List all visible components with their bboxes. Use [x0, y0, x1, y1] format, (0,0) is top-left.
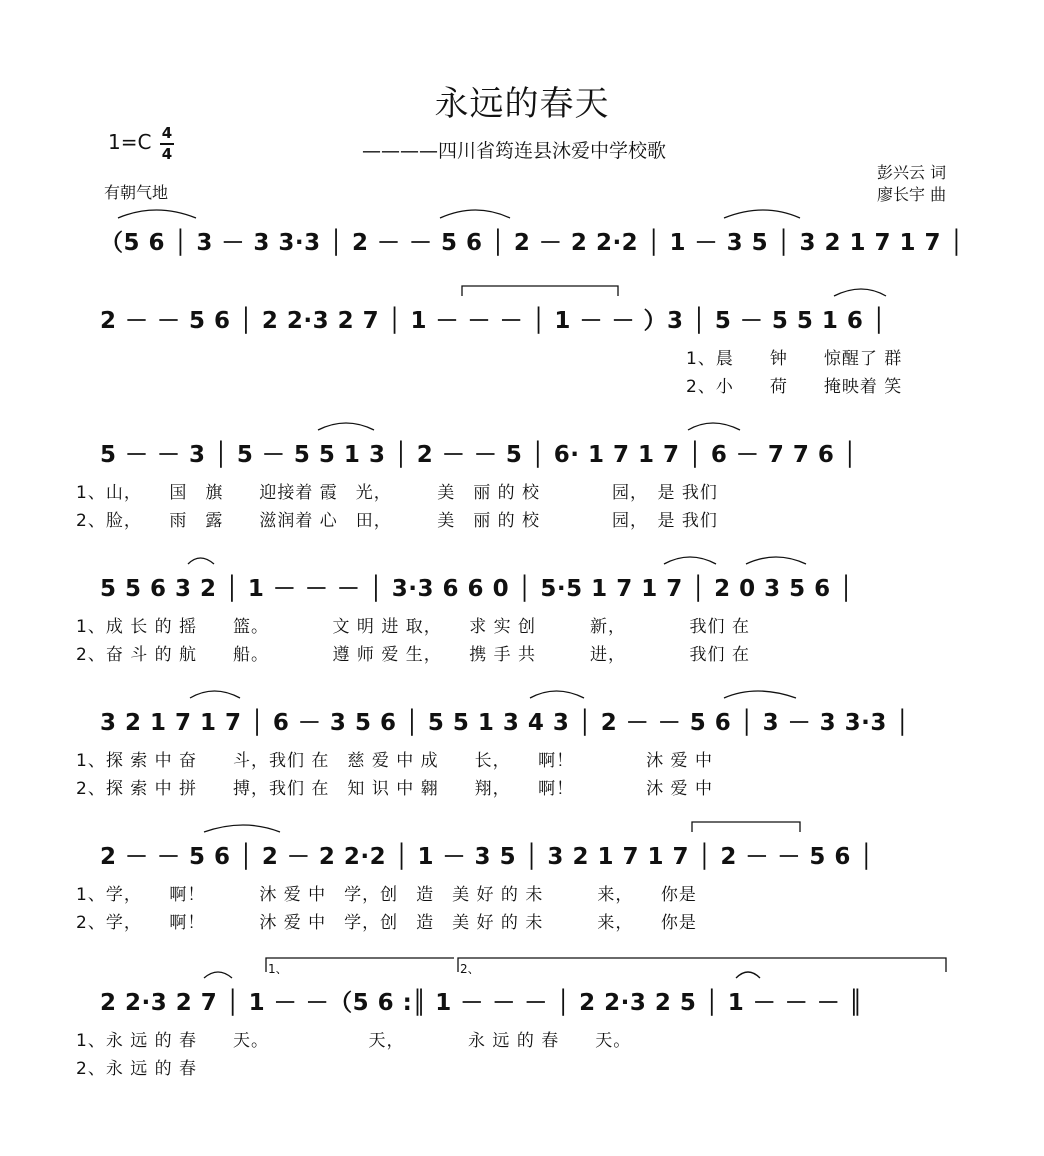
- notation-row-5: 3 2 1 7 1 7 │ 6 － 3 5 6 │ 5 5 1 3 4 3 │ 2 － － 5 6 │ 3 － 3 3·3 │: [100, 710, 910, 736]
- key-signature: 1=C: [108, 130, 152, 154]
- lyric-row-3-verse-2: 2、脸， 雨 露 滋润着 心 田， 美 丽 的 校 园， 是 我们: [76, 511, 718, 531]
- slur: [440, 210, 510, 218]
- slur: [724, 210, 800, 218]
- slur: [188, 558, 214, 564]
- volta-1-label: 1、: [268, 962, 288, 976]
- slur: [118, 210, 196, 218]
- slur: [688, 423, 740, 430]
- page-title: 永远的春天: [434, 84, 610, 124]
- triplet-slur: [834, 289, 886, 296]
- tempo-marking: 有朝气地: [104, 183, 169, 202]
- volta-2-label: 2、: [460, 962, 480, 976]
- slur: [530, 691, 584, 698]
- time-signature-top: 4: [161, 124, 173, 142]
- slur: [664, 557, 716, 564]
- lyricist-credit: 彭兴云 词: [877, 163, 947, 182]
- composer-credit: 廖长宇 曲: [877, 185, 947, 204]
- tie-bracket: [692, 822, 800, 832]
- time-signature-bottom: 4: [161, 145, 173, 163]
- tie-bracket: [462, 286, 618, 296]
- notation-row-4: 5 5 6 3 2 │ 1 － － － │ 3·3 6 6 0 │ 5·5 1 7 1 7 │ 2 0 3 5 6 │: [100, 576, 854, 602]
- slur: [736, 972, 760, 978]
- slur: [204, 972, 232, 978]
- subtitle: ————四川省筠连县沐爱中学校歌: [362, 140, 667, 162]
- volta-bracket-1: [266, 958, 454, 972]
- slur: [746, 557, 806, 564]
- lyric-row-7-verse-1: 1、永 远 的 春 天。 天， 永 远 的 春 天。: [76, 1031, 632, 1051]
- slur: [724, 691, 796, 698]
- lyric-row-3-verse-1: 1、山， 国 旗 迎接着 霞 光， 美 丽 的 校 园， 是 我们: [76, 483, 718, 503]
- lyric-row-4-verse-1: 1、成 长 的 摇 篮。 文 明 进 取， 求 实 创 新， 我们 在: [76, 617, 750, 637]
- lyric-row-2-verse-2: 2、小 荷 掩映着 笑: [686, 377, 903, 397]
- notation-row-7: 2 2·3 2 7 │ 1 － －（5 6 :║ 1 － － － │ 2 2·3 2 5 │ 1 － － － ║: [100, 990, 864, 1016]
- lyric-row-7-verse-2: 2、永 远 的 春: [76, 1059, 198, 1079]
- notation-row-6: 2 － － 5 6 │ 2 － 2 2·2 │ 1 － 3 5 │ 3 2 1 7 1 7 │ 2 － － 5 6 │: [100, 844, 874, 870]
- lyric-row-4-verse-2: 2、奋 斗 的 航 船。 遵 师 爱 生， 携 手 共 进， 我们 在: [76, 645, 750, 665]
- notation-row-3: 5 － － 3 │ 5 － 5 5 1 3 │ 2 － － 5 │ 6· 1 7 1 7 │ 6 － 7 7 6 │: [100, 442, 858, 468]
- lyric-row-2-verse-1: 1、晨 钟 惊醒了 群: [686, 349, 903, 369]
- triplet-slur: [318, 423, 374, 430]
- slur: [204, 825, 280, 832]
- lyric-row-5-verse-2: 2、探 索 中 拼 搏，我们 在 知 识 中 翱 翔， 啊！ 沐 爱 中: [76, 779, 713, 799]
- volta-bracket-2: [458, 958, 946, 972]
- slur: [190, 691, 240, 698]
- notation-row-2: 2 － － 5 6 │ 2 2·3 2 7 │ 1 － － － │ 1 － － ）3 │ 5 － 5 5 1 6 │: [100, 308, 887, 334]
- notation-row-1: （5 6 │ 3 － 3 3·3 │ 2 － － 5 6 │ 2 － 2 2·2 │ 1 － 3 5 │ 3 2 1 7 1 7 │: [100, 230, 964, 256]
- lyric-row-6-verse-1: 1、学， 啊！ 沐 爱 中 学，创 造 美 好 的 未 来， 你是: [76, 885, 697, 905]
- lyric-row-5-verse-1: 1、探 索 中 奋 斗，我们 在 慈 爱 中 成 长， 啊！ 沐 爱 中: [76, 751, 713, 771]
- lyric-row-6-verse-2: 2、学， 啊！ 沐 爱 中 学，创 造 美 好 的 未 来， 你是: [76, 913, 697, 933]
